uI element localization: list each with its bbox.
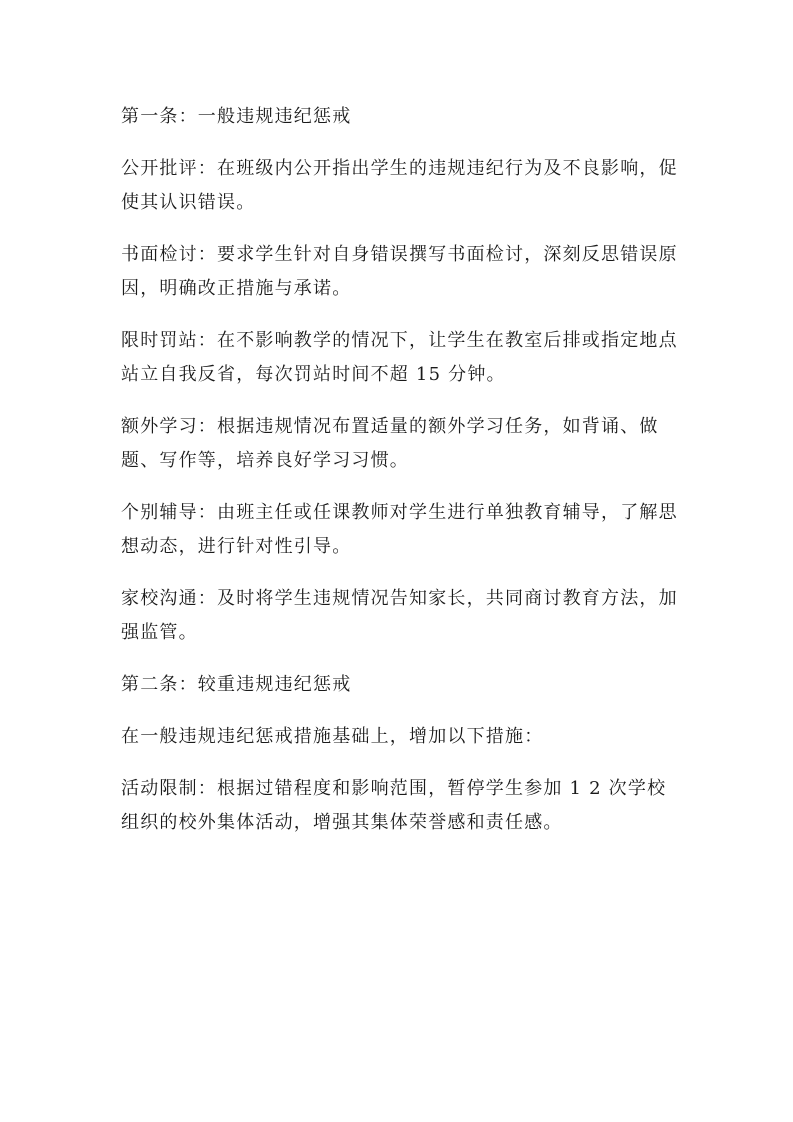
paragraph-individual-tutoring: 个别辅导：由班主任或任课教师对学生进行单独教育辅导，了解思想动态，进行针对性引导。 xyxy=(121,502,678,557)
document-body xyxy=(121,100,681,858)
section-1-title: 第一条：一般违规违纪惩戒 xyxy=(121,106,352,127)
paragraph-public-criticism: 公开批评：在班级内公开指出学生的违规违纪行为及不良影响，促使其认识错误。 xyxy=(121,158,678,213)
paragraph-activity-restriction: 活动限制：根据过错程度和影响范围，暂停学生参加 1 2 次学校组织的校外集体活动，增强其集体荣誉感和责任感。 xyxy=(121,778,667,833)
paragraph-additional-measures: 在一般违规违纪惩戒措施基础上，增加以下措施： xyxy=(121,726,544,747)
section-2-title: 第二条：较重违规违纪惩戒 xyxy=(121,674,352,695)
paragraph-written-review: 书面检讨：要求学生针对自身错误撰写书面检讨，深刻反思错误原因，明确改正措施与承诺。 xyxy=(121,244,678,299)
paragraph-extra-study: 额外学习：根据违规情况布置适量的额外学习任务，如背诵、做题、写作等，培养良好学习习惯。 xyxy=(121,416,659,471)
paragraph-timed-standing: 限时罚站：在不影响教学的情况下，让学生在教室后排或指定地点站立自我反省，每次罚站时间不超 15 分钟。 xyxy=(121,330,678,385)
paragraph-home-school-communication: 家校沟通：及时将学生违规情况告知家长，共同商讨教育方法，加强监管。 xyxy=(121,588,678,643)
